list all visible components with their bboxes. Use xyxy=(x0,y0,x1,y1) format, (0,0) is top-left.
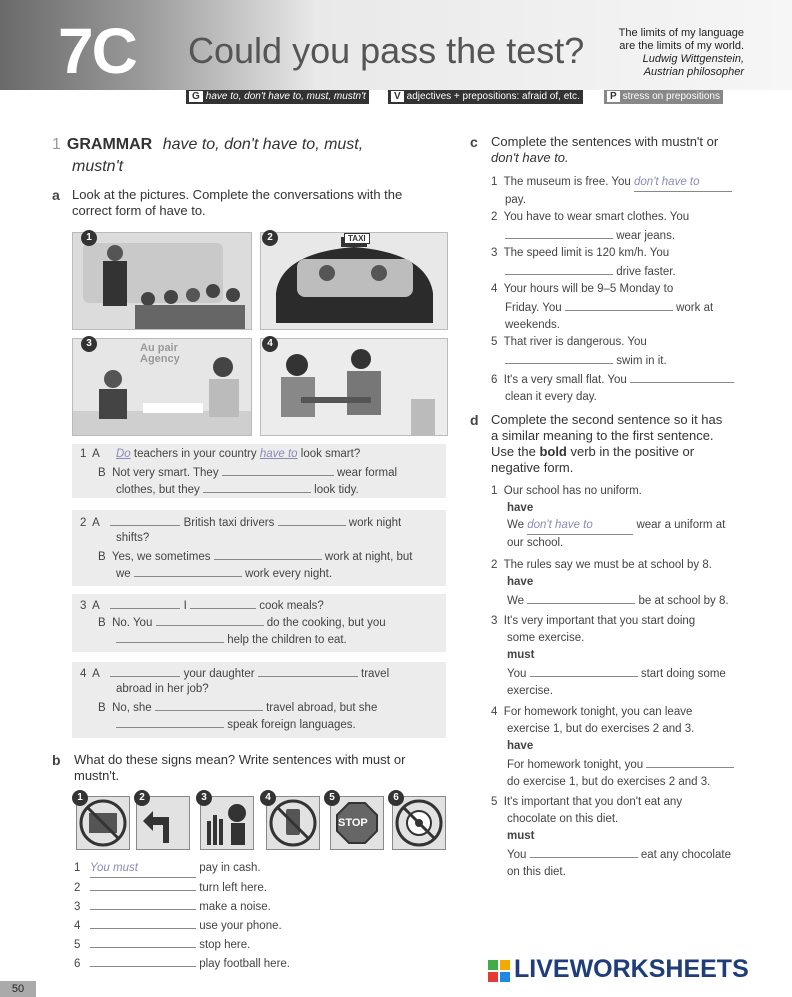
topic-tags xyxy=(0,90,792,104)
blank-3a-2[interactable] xyxy=(190,596,256,609)
c-item-4: 4 Your hours will be 9–5 Monday to Friday. You work at weekends. xyxy=(491,283,714,331)
b-item-6: 6 play football here. xyxy=(74,954,290,973)
c-item-6: 6 It's a very small flat. You clean it every day. xyxy=(491,370,761,406)
b-item-5: 5 stop here. xyxy=(74,935,250,954)
answer-example-have-to: have to xyxy=(259,448,298,460)
blank-4a-1[interactable] xyxy=(110,664,180,677)
c-item-1: 1 The museum is free. You don't have to pay. xyxy=(491,174,761,209)
picture-number-1: 1 xyxy=(81,230,97,246)
quote-line-2: are the limits of my world. xyxy=(619,40,744,52)
d-item-3: 3 It's very important that you start doing some exercise. must You start doing some exercise. xyxy=(491,615,726,697)
liveworksheets-logo-icon xyxy=(488,960,510,982)
sign-number-2: 2 xyxy=(134,790,150,806)
page-number: 50 xyxy=(0,981,36,997)
vocab-tag: V adjectives + prepositions: afraid of, etc. xyxy=(388,90,583,104)
blank-2b-2[interactable] xyxy=(134,564,242,577)
blank-b-6[interactable] xyxy=(90,954,196,967)
d-item-4: 4 For homework tonight, you can leave exercise 1, but do exercises 2 and 3. have For homework tonight, you do exercise 1, but do exercises 2 and 3. xyxy=(491,704,766,791)
part-b-instruction: What do these signs mean? Write sentences with must or mustn't. xyxy=(74,752,406,783)
blank-3a-1[interactable] xyxy=(110,596,180,609)
answer-example-dont-have-to: don't have to xyxy=(634,174,732,192)
sign-number-6: 6 xyxy=(388,790,404,806)
blank-2a-2[interactable] xyxy=(278,513,346,526)
b-item-1: 1 You must pay in cash. xyxy=(74,860,261,878)
grammar-tag: G have to, don't have to, must, mustn't xyxy=(186,90,369,104)
blank-c-5[interactable] xyxy=(505,351,613,364)
part-d-instruction: Complete the second sentence so it has a similar meaning to the first sentence. Use the bold verb in the positive or negative form. xyxy=(491,412,723,475)
picture-number-2: 2 xyxy=(262,230,278,246)
answer-example-do: Do xyxy=(116,448,131,460)
page-title: Could you pass the test? xyxy=(188,30,585,71)
blank-b-3[interactable] xyxy=(90,897,196,910)
stop-text: STOP xyxy=(338,817,368,829)
blank-1b-2[interactable] xyxy=(203,480,311,493)
blank-d-4[interactable] xyxy=(646,755,734,768)
b-item-4: 4 use your phone. xyxy=(74,916,282,935)
blank-1b-1[interactable] xyxy=(222,463,334,476)
answer-example-d1: don't have to xyxy=(527,517,633,535)
blank-c-4[interactable] xyxy=(565,298,673,311)
blank-3b-2[interactable] xyxy=(116,630,224,643)
quote-author-role: Austrian philosopher xyxy=(643,66,744,78)
picture-cafe xyxy=(260,338,448,436)
blank-3b-1[interactable] xyxy=(156,613,264,626)
d-item-2: 2 The rules say we must be at school by 8. have We be at school by 8. xyxy=(491,559,729,607)
part-a-label: a xyxy=(52,187,60,203)
conversation-4-a-cont: abroad in her job? xyxy=(116,683,209,695)
b-item-2: 2 turn left here. xyxy=(74,878,267,897)
blank-b-5[interactable] xyxy=(90,935,196,948)
part-d-label: d xyxy=(470,412,479,428)
blank-d-5[interactable] xyxy=(530,845,638,858)
blank-c-6[interactable] xyxy=(630,370,734,383)
blank-c-3[interactable] xyxy=(505,262,613,275)
answer-example-you-must: You must xyxy=(90,860,196,878)
taxi-sign: TAXI xyxy=(344,233,370,244)
section-title: 1 GRAMMAR have to, don't have to, must, xyxy=(52,136,364,153)
section-title-cont: mustn't xyxy=(72,158,124,175)
part-a-instruction: Look at the pictures. Complete the conversations with the correct form of have to. xyxy=(72,187,403,218)
part-c-instruction: Complete the sentences with mustn't or don't have to. xyxy=(491,134,719,165)
blank-2b-1[interactable] xyxy=(214,547,322,560)
blank-4b-2[interactable] xyxy=(116,715,224,728)
sign-number-5: 5 xyxy=(324,790,340,806)
quote-line-1: The limits of my language xyxy=(618,27,744,39)
picture-number-3: 3 xyxy=(81,336,97,352)
picture-taxi xyxy=(260,232,448,330)
c-item-2: 2 You have to wear smart clothes. You wear jeans. xyxy=(491,211,690,242)
c-item-3: 3 The speed limit is 120 km/h. You drive faster. xyxy=(491,247,676,278)
picture-teacher xyxy=(72,232,252,330)
c-item-5: 5 That river is dangerous. You swim in it. xyxy=(491,336,667,367)
pronunciation-tag: P stress on prepositions xyxy=(604,90,723,104)
blank-d-3[interactable] xyxy=(530,664,638,677)
blank-b-2[interactable] xyxy=(90,878,196,891)
part-b-label: b xyxy=(52,752,61,768)
au-pair-sign: Au pair Agency xyxy=(140,342,180,365)
sign-number-4: 4 xyxy=(260,790,276,806)
sign-number-3: 3 xyxy=(196,790,212,806)
d-item-1: 1 Our school has no uniform. have We don't have to wear a uniform at our school. xyxy=(491,485,726,549)
unit-number: 7C xyxy=(58,15,136,87)
sign-number-1: 1 xyxy=(72,790,88,806)
d-item-5: 5 It's important that you don't eat any chocolate on this diet. must You eat any chocolate on this diet. xyxy=(491,796,731,878)
quote-author: Ludwig Wittgenstein, xyxy=(642,53,744,65)
b-item-3: 3 make a noise. xyxy=(74,897,271,916)
blank-2a-1[interactable] xyxy=(110,513,180,526)
blank-d-2[interactable] xyxy=(527,591,635,604)
conversation-2-a-cont: shifts? xyxy=(116,532,150,544)
blank-4a-2[interactable] xyxy=(258,664,358,677)
blank-c-2[interactable] xyxy=(505,226,613,239)
blank-4b-1[interactable] xyxy=(155,698,263,711)
blank-b-4[interactable] xyxy=(90,916,196,929)
picture-number-4: 4 xyxy=(262,336,278,352)
quote xyxy=(619,27,744,79)
part-c-label: c xyxy=(470,134,478,150)
liveworksheets-logo: LIVEWORKSHEETS xyxy=(514,955,749,983)
